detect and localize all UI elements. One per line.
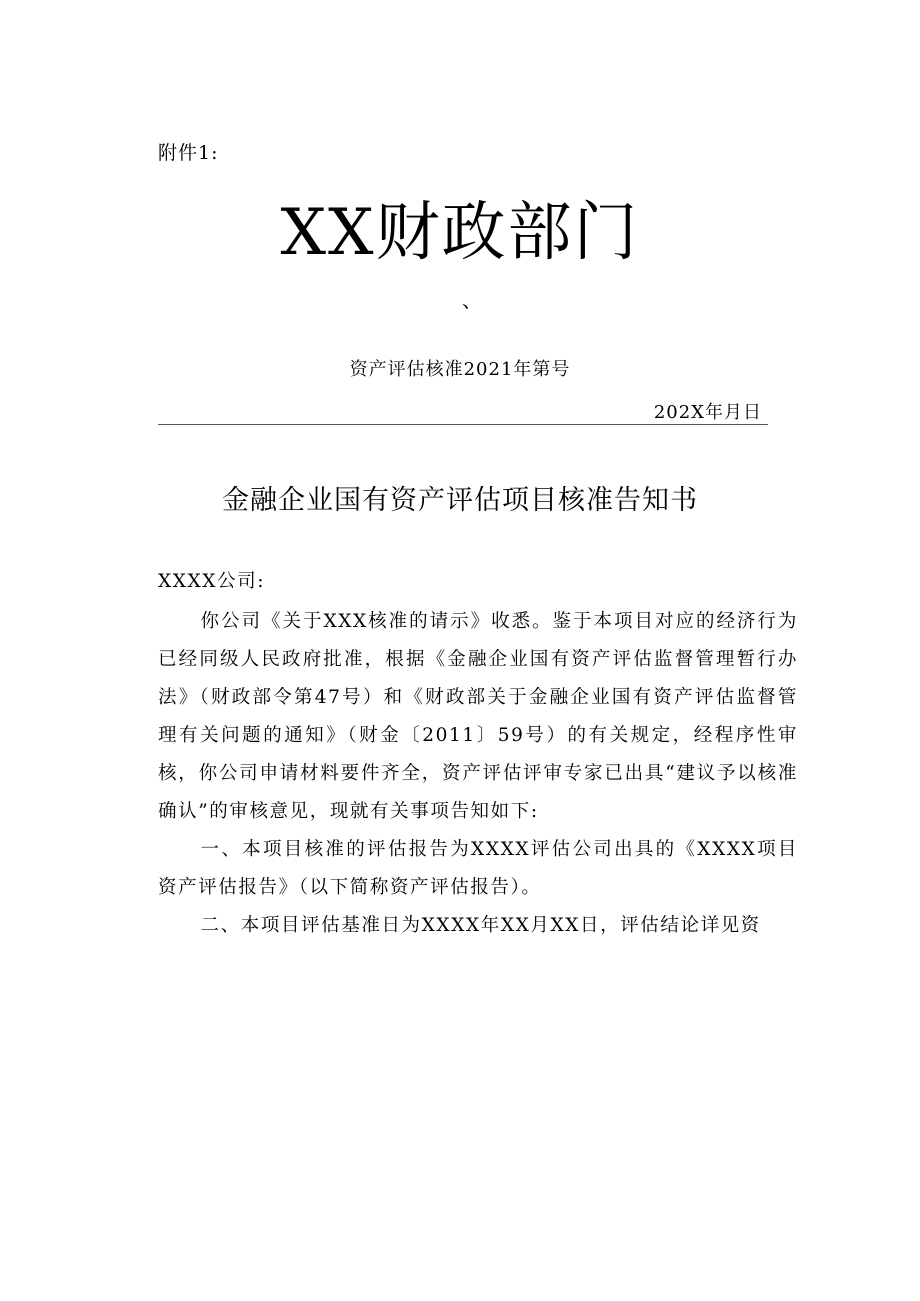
body-paragraph: 二、本项目评估基准日为XXXX年XX月XX日，评估结论详见资	[200, 915, 761, 936]
issuer-heading: XX财政部门	[280, 196, 640, 270]
header-divider	[158, 424, 768, 425]
body-paragraph: 一、本项目核准的评估报告为XXXX评估公司出具的《XXXX项目资产评估报告》（以下简称资产评估报告）。	[158, 839, 798, 898]
punctuation-mark: 、	[462, 288, 482, 312]
body-paragraph: 你公司《关于XXX核准的请示》收悉。鉴于本项目对应的经济行为已经同级人民政府批准，根据《金融企业国有资产评估监督管理暂行办法》（财政部令第47号）和《财政部关于金融企业国有资产评估监督管理有关问题的通知》（财金〔2011〕59号）的有关规定，经程序性审核，你公司申请材料要件齐全，资产评估评审专家已出具“建议予以核准确认”的审核意见，现就有关事项告知如下:	[158, 611, 798, 822]
document-number: 资产评估核准2021年第号	[349, 359, 571, 380]
document-date: 202X年月日	[653, 402, 762, 423]
addressee: XXXX公司:	[158, 571, 266, 592]
document-body	[158, 563, 798, 945]
attachment-label: 附件1:	[158, 142, 219, 164]
document-title: 金融企业国有资产评估项目核准告知书	[222, 485, 698, 516]
